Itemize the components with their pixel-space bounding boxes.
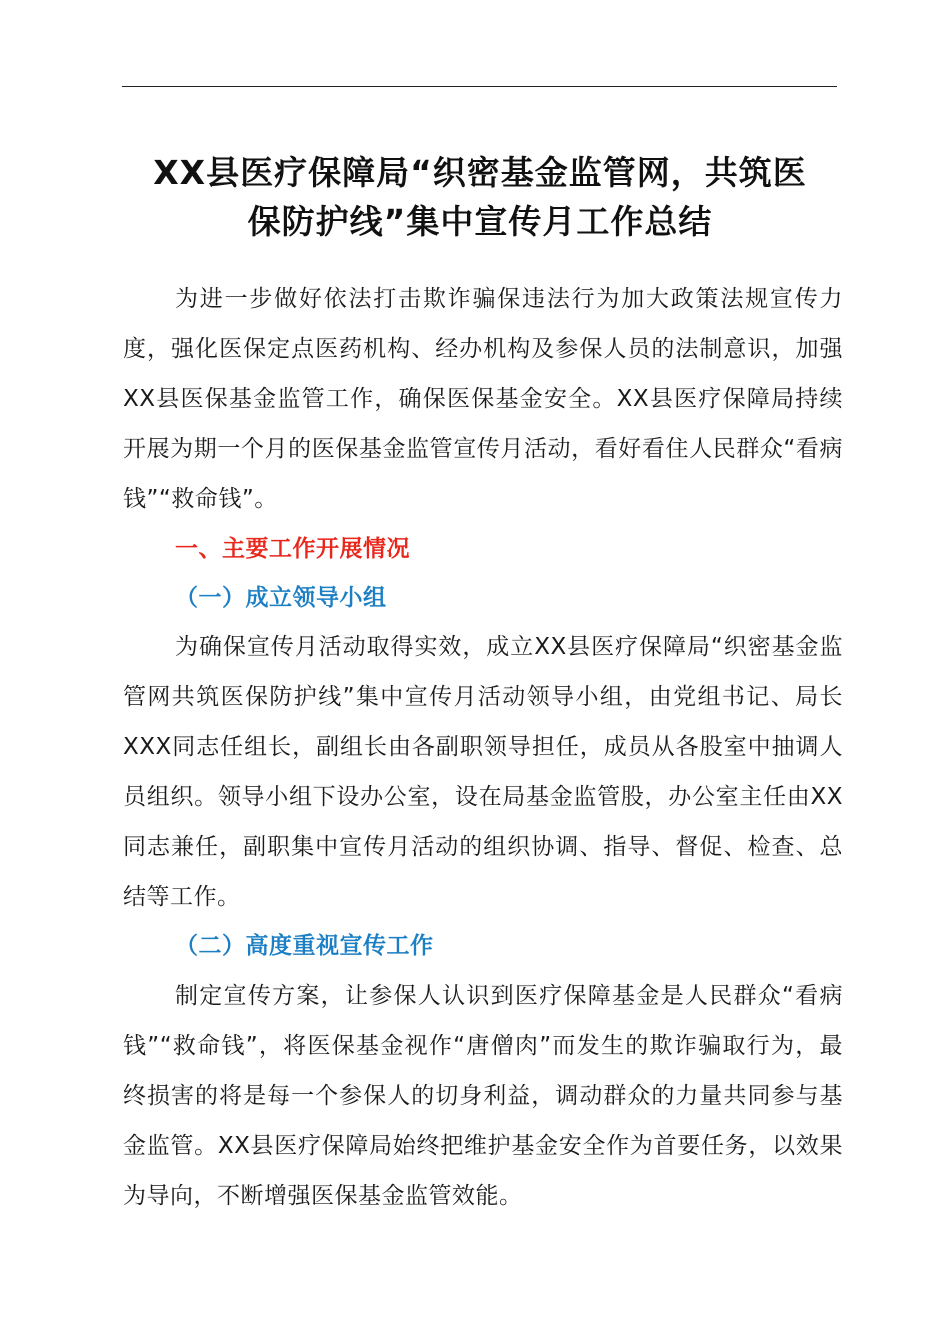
subheading-publicity-work: （二）高度重视宣传工作 bbox=[175, 933, 434, 959]
title-line-1: XX县医疗保障局“织密基金监管网，共筑医 bbox=[153, 153, 807, 192]
intro-paragraph: 为进一步做好依法打击欺诈骗保违法行为加大政策法规宣传力度，强化医保定点医药机构、经办机构及参保人员的法制意识，加强XX县医保基金监管工作，确保医保基金安全。XX县医疗保障局持续开展为期一个月的医保基金监管宣传月活动，看好看住人民群众“看病钱”“救命钱”。 bbox=[123, 286, 843, 512]
section-heading-main-work: 一、主要工作开展情况 bbox=[175, 536, 410, 562]
header-rule bbox=[122, 86, 837, 87]
publicity-work-paragraph: 制定宣传方案，让参保人认识到医疗保障基金是人民群众“看病钱”“救命钱”，将医保基金视作“唐僧肉”而发生的欺诈骗取行为，最终损害的将是每一个参保人的切身利益，调动群众的力量共同参与基金监管。XX县医疗保障局始终把维护基金安全作为首要任务，以效果为导向，不断增强医保基金监管效能。 bbox=[123, 983, 843, 1209]
title-line-2: 保防护线”集中宣传月工作总结 bbox=[247, 202, 713, 241]
document-title bbox=[110, 148, 850, 246]
subheading-leadership-group: （一）成立领导小组 bbox=[175, 585, 387, 611]
leadership-group-paragraph: 为确保宣传月活动取得实效，成立XX县医疗保障局“织密基金监管网共筑医保防护线”集中宣传月活动领导小组，由党组书记、局长XXX同志任组长，副组长由各副职领导担任，成员从各股室中抽调人员组织。领导小组下设办公室，设在局基金监管股，办公室主任由XX同志兼任，副职集中宣传月活动的组织协调、指导、督促、检查、总结等工作。 bbox=[123, 634, 843, 910]
